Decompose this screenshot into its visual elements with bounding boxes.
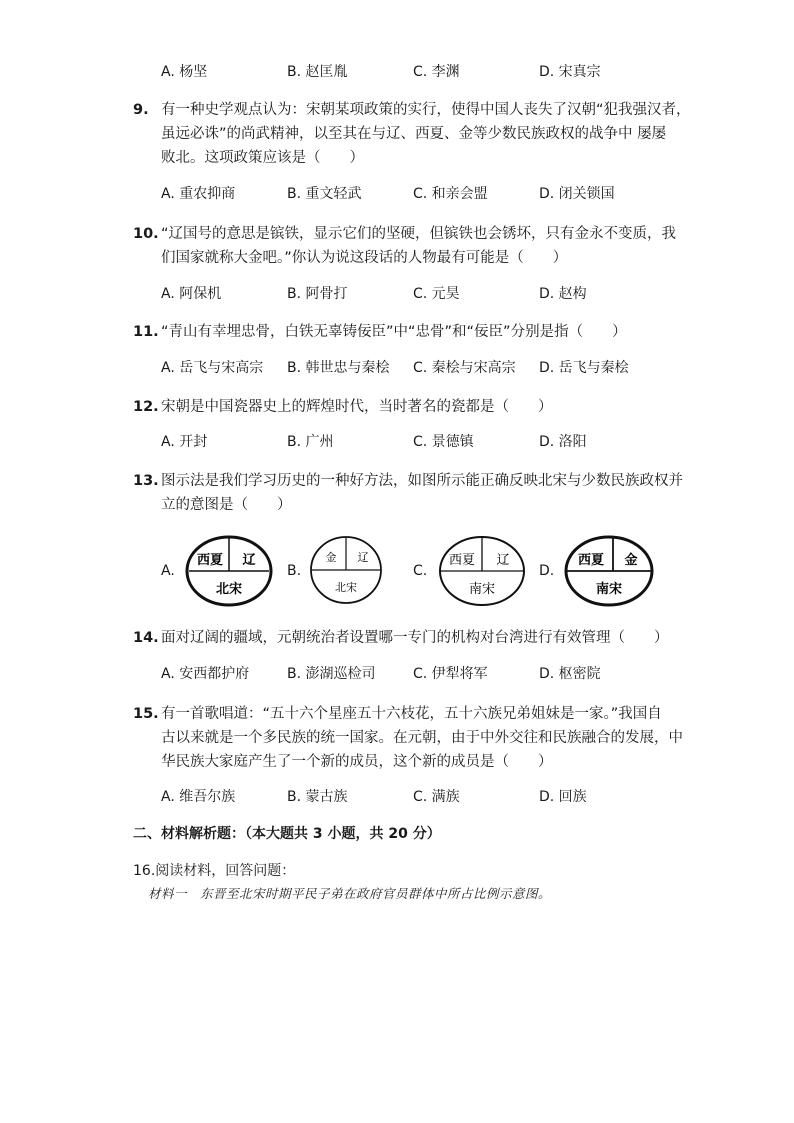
q16-material-1: 材料一 东晋至北宋时期平民子弟在政府官员群体中所占比例示意图。 [148,886,552,901]
diagram-top-right: 辽 [242,553,256,568]
q14-option-b: B. 澎湖巡检司 [287,666,376,682]
q9-line-3: 败北。这项政策应该是（ ） [161,150,364,166]
q15-option-a: A. 维吾尔族 [161,789,236,805]
q13-option-d-label: D. [539,563,555,579]
q8-option-a: A. 杨坚 [161,64,208,80]
q14-number: 14. [133,630,159,646]
q12-number: 12. [133,399,159,415]
q10-option-a: A. 阿保机 [161,286,222,302]
q11-number: 11. [133,324,159,340]
q13-diagram-d [563,534,655,608]
q14-option-a: A. 安西都护府 [161,666,250,682]
q14-line-1: 面对辽阔的疆域，元朝统治者设置哪一专门的机构对台湾进行有效管理（ ） [161,630,669,646]
q10-line-2: 们国家就称大金吧。”你认为说这段话的人物最有可能是（ ） [161,250,568,266]
q10-number: 10. [133,226,159,242]
q9-line-1: 有一种史学观点认为：宋朝某项政策的实行，使得中国人丧失了汉朝“犯我强汉者， [161,102,691,118]
diagram-top-right: 辽 [496,553,510,568]
diagram-bottom: 南宋 [595,582,623,597]
q15-option-d: D. 回族 [539,789,587,805]
q15-line-3: 华民族大家庭产生了一个新的成员，这个新的成员是（ ） [161,754,553,770]
q10-line-1: “辽国号的意思是镔铁，显示它们的坚硬，但镔铁也会锈坏，只有金永不变质，我 [161,226,677,242]
q11-option-b: B. 韩世忠与秦桧 [287,360,390,376]
q16-intro: 16.阅读材料，回答问题： [133,863,296,879]
diagram-top-left: 西夏 [448,553,476,568]
q10-option-b: B. 阿骨打 [287,286,348,302]
diagram-top-left: 金 [325,551,337,564]
q8-option-b: B. 赵匡胤 [287,64,348,80]
section-2-heading: 二、材料解析题：（本大题共 3 小题，共 20 分） [133,826,441,842]
q8-option-c: C. 李渊 [413,64,460,80]
q12-line-1: 宋朝是中国瓷器史上的辉煌时代，当时著名的瓷都是（ ） [161,399,553,415]
q15-line-2: 古以来就是一个多民族的统一国家。在元朝，由于中外交往和民族融合的发展，中 [161,730,683,746]
q15-number: 15. [133,706,159,722]
q10-option-c: C. 元昊 [413,286,460,302]
q15-option-b: B. 蒙古族 [287,789,348,805]
q9-option-d: D. 闭关锁国 [539,186,615,202]
q13-diagram-c [437,534,527,608]
q13-option-c-label: C. [413,563,428,579]
diagram-bottom: 南宋 [468,582,496,597]
q13-diagram-a [184,534,274,608]
q12-option-a: A. 开封 [161,434,208,450]
q9-number: 9. [133,102,149,118]
q9-option-a: A. 重农抑商 [161,186,236,202]
q12-option-d: D. 洛阳 [539,434,587,450]
q13-line-1: 图示法是我们学习历史的一种好方法，如图所示能正确反映北宋与少数民族政权并 [161,473,683,489]
q11-line-1: “青山有幸埋忠骨，白铁无辜铸佞臣”中“忠骨”和“佞臣”分别是指（ ） [161,324,627,340]
q9-line-2: 虽远必诛”的尚武精神，以至其在与辽、西夏、金等少数民族政权的战争中 屡屡 [161,126,667,142]
q10-option-d: D. 赵构 [539,286,587,302]
q14-option-d: D. 枢密院 [539,666,601,682]
diagram-bottom: 北宋 [215,582,243,597]
q15-option-c: C. 满族 [413,789,460,805]
q13-diagram-b [308,534,384,606]
diagram-top-left: 西夏 [196,553,224,568]
q15-line-1: 有一首歌唱道：“五十六个星座五十六枝花，五十六族兄弟姐妹是一家。”我国自 [161,706,662,722]
diagram-top-right: 金 [624,553,638,568]
q11-option-a: A. 岳飞与宋高宗 [161,360,264,376]
q13-option-a-label: A. [161,563,175,579]
diagram-bottom: 北宋 [335,581,357,594]
q13-line-2: 立的意图是（ ） [161,497,292,513]
q9-option-c: C. 和亲会盟 [413,186,488,202]
q12-option-b: B. 广州 [287,434,334,450]
q12-option-c: C. 景德镇 [413,434,474,450]
q14-option-c: C. 伊犁将军 [413,666,488,682]
q11-option-d: D. 岳飞与秦桧 [539,360,629,376]
q13-number: 13. [133,473,159,489]
q8-option-d: D. 宋真宗 [539,64,601,80]
q13-option-b-label: B. [287,563,302,579]
diagram-top-right: 辽 [357,551,369,564]
q11-option-c: C. 秦桧与宋高宗 [413,360,516,376]
diagram-top-left: 西夏 [577,553,605,568]
q9-option-b: B. 重文轻武 [287,186,362,202]
